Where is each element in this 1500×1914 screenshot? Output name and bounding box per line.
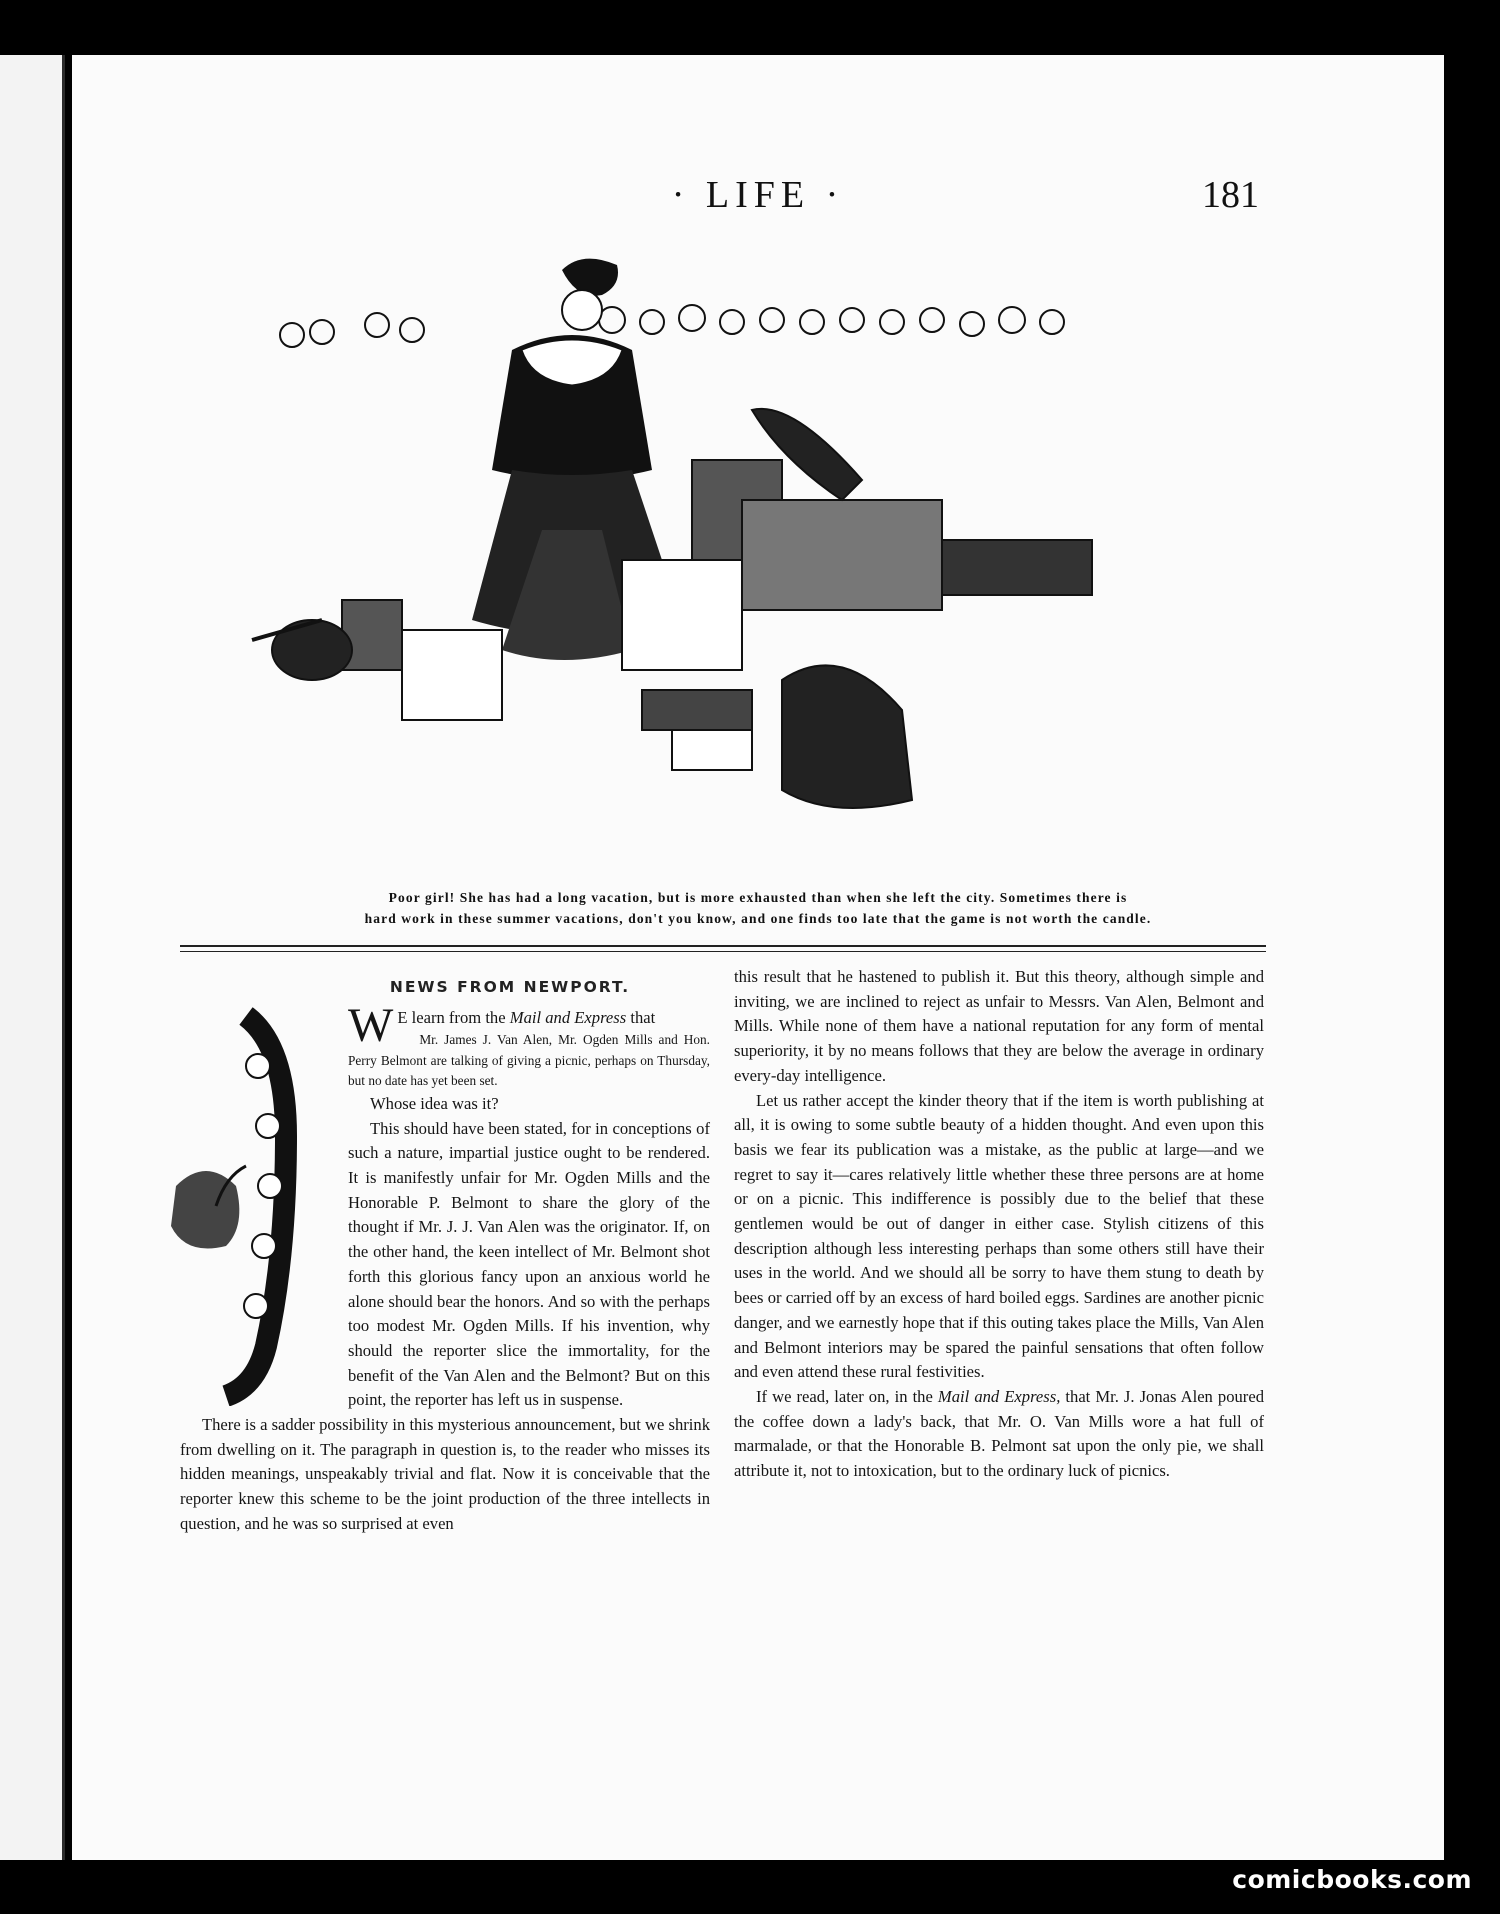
article-column-left: [180, 965, 710, 1537]
illustration-caption: [172, 887, 1344, 929]
magazine-page: [72, 55, 1444, 1860]
faces-row: [280, 305, 1064, 347]
article-headline: NEWS FROM NEWPORT.: [389, 978, 631, 996]
section-rule: [180, 945, 1266, 947]
vacation-illustration: [212, 230, 1332, 910]
page-number: 181: [1202, 174, 1259, 216]
paragraph: This should have been stated, for in conceptions of such a nature, impartial justice ought to be rendered. It is manifestly unfair for Mr. Ogden Mills and the Honorable P. Belmont to share the glory of the thought if Mr. J. J. Van Alen was the originator. If, on the other hand, the keen intellect of Mr. Belmont shot forth this glorious fancy upon an anxious world he alone should bear the honors. And so with the perhaps too modest Mr. Ogden Mills. If his invention, why should the reporter slice the immortality, for the benefit of the Van Alen and the Belmont? But on this point, the reporter has left us in suspense.: [348, 1118, 710, 1410]
paragraph: Let us rather accept the kinder theory that if the item is worth publishing at all, it is owing to some subtle beauty of a hidden thought. And even upon this basis we fear its publication was a mistake, as the public at large—and we regret to say it—cares relatively little whether these three persons are at home or on a picnic. This indifference is possibly due to the belief that these gentlemen would be out of danger in either case. Stylish citizens of this description although less interesting perhaps than some others still have their uses in the world. And we should all be sorry to have them stung to death by bees or carried off by an excess of hard boiled eggs. Sardines are another picnic danger, and we earnestly hope that if this outing takes place the Mills, Van Alen and Belmont interiors may be spared the painful sensations that often follow and even attend these rural festivities.: [734, 1090, 1264, 1382]
running-head: · LIFE ·: [671, 174, 845, 216]
section-rule-thin: [180, 951, 1266, 952]
luggage-pile: [252, 409, 1092, 808]
final-text-b: that Mr. J. Jonas Alen poured the coffee down a lady's back, that Mr. O. Van Mills wore a hat full of marmalade, or that the Honorable B. Pelmont sat upon the only pie, we shall attribute it, not to intoxication, but to the ordinary luck of picnics.: [734, 1386, 1264, 1481]
paragraph-final: [734, 1385, 1264, 1484]
quoted-item: Mr. James J. Van Alen, Mr. Ogden Mills and Hon. Perry Belmont are talking of giving a picnic, perhaps on Thursday, but no date has yet been set.: [348, 1032, 710, 1089]
final-text-a: If we read, later on, in the: [756, 1386, 933, 1406]
article-column-right: [734, 965, 1264, 1484]
intro-end: that: [630, 1007, 656, 1027]
caption-line-1: Poor girl! She has had a long vacation, but is more exhausted than when she left the city. Sometimes there is: [388, 890, 1128, 905]
drop-letter: W: [348, 998, 394, 1052]
facing-page-edge: [0, 55, 65, 1860]
paragraph: There is a sadder possibility in this mysterious announcement, but we shrink from dwelling on it. The paragraph in question is, to the reader who misses its hidden meanings, unspeakably trivial and flat. Now it is conceivable that the reporter knew this scheme to be the joint production of the three intellects in question, and he was so surprised at even: [180, 1415, 710, 1533]
publication-name: Mail and Express: [509, 1007, 627, 1027]
paragraph: Whose idea was it?: [370, 1093, 499, 1113]
watermark: comicbooks.com: [1232, 1865, 1472, 1894]
caption-line-2: hard work in these summer vacations, don't you know, and one finds too late that the game is not worth the candle.: [364, 911, 1152, 926]
intro-text: E learn from the: [397, 1007, 506, 1027]
ornamental-initial: [166, 1006, 342, 1406]
publication-name-2: Mail and Express,: [937, 1386, 1061, 1406]
paragraph: this result that he hastened to publish it. But this theory, although simple and inviting, we are inclined to reject as unfair to Messrs. Van Alen, Belmont and Mills. While none of them have a national reputation for any form of mental superiority, it by no means follows that they are below the average in ordinary every-day intelligence.: [734, 967, 1264, 1085]
